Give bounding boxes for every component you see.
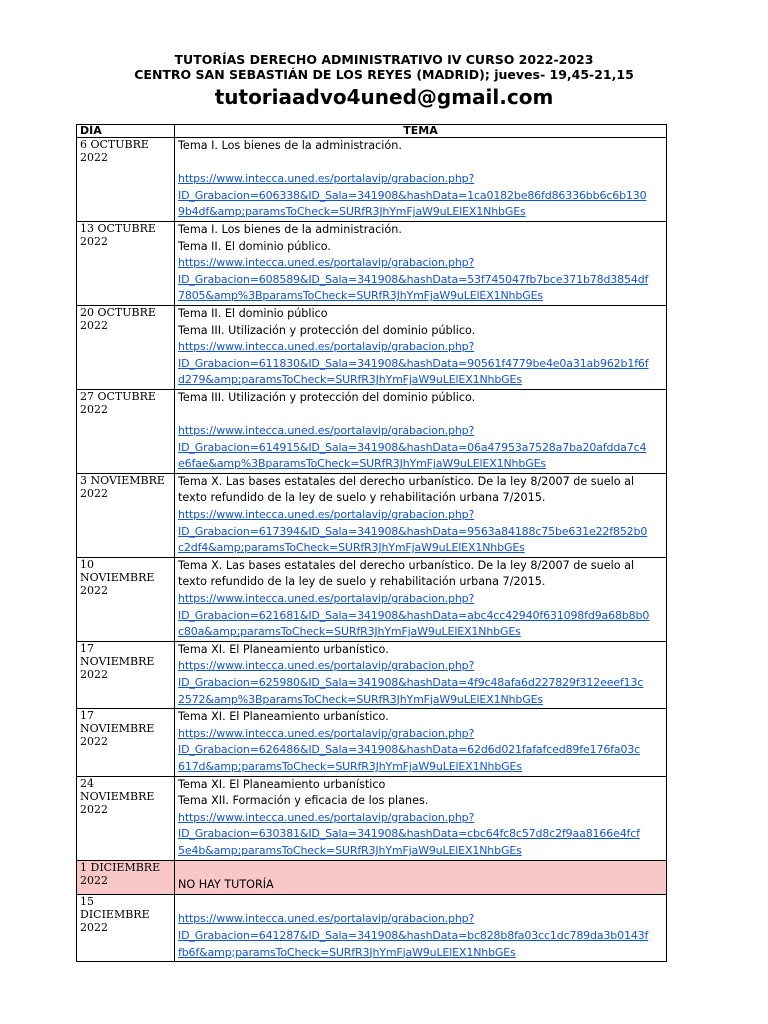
day-cell	[77, 305, 175, 389]
day-cell	[77, 389, 175, 473]
day-cell	[77, 860, 175, 894]
day-text: 2022	[80, 735, 108, 749]
tema-cell	[175, 305, 667, 389]
tema-cell	[175, 776, 667, 860]
tema-text: Tema XI. El Planeamiento urbanístico	[178, 777, 386, 791]
day-text: 2022	[80, 318, 108, 332]
table-body	[77, 138, 667, 962]
tema-cell	[175, 389, 667, 473]
day-text: 2022	[80, 402, 108, 416]
tema-cell	[175, 557, 667, 641]
table-row	[77, 894, 667, 961]
tema-text: Tema X. Las bases estatales del derecho urbanístico. De la ley 8/2007 de suelo al	[178, 558, 635, 572]
tema-text: Tema I. Los bienes de la administración.	[178, 139, 402, 152]
day-text: 27 OCTUBRE	[80, 389, 156, 403]
tema-text: Tema XI. El Planeamiento urbanístico.	[178, 710, 389, 724]
day-text: NOVIEMBRE	[80, 789, 155, 803]
day-text: 10	[80, 557, 94, 571]
day-text: 2022	[80, 583, 108, 597]
schedule-table	[76, 124, 667, 962]
day-text: 2022	[80, 486, 108, 500]
day-text: 2022	[80, 802, 108, 816]
tema-text: texto refundido de la ley de suelo y rehabilitación urbana 7/2015.	[178, 491, 546, 505]
tema-cell	[175, 473, 667, 557]
recording-link[interactable]: ID_Grabacion=606338&ID_Sala=341908&hashData=1ca0182be86fd86336bb6c6b130	[178, 188, 647, 202]
recording-link[interactable]: ID_Grabacion=641287&ID_Sala=341908&hashData=bc828b8fa03cc1dc789da3b0143f	[178, 928, 649, 942]
column-header-tema: TEMA	[175, 125, 667, 138]
tema-text: Tema I. Los bienes de la administración.	[178, 222, 402, 236]
tema-text: Tema X. Las bases estatales del derecho urbanístico. De la ley 8/2007 de suelo al	[178, 474, 635, 488]
day-text: 15	[80, 894, 94, 908]
recording-link[interactable]: https://www.intecca.uned.es/portalavip/grabacion.php?	[178, 592, 475, 606]
recording-link[interactable]: e6fae&amp%3BparamsToCheck=SURfR3JhYmFjaW9uLElEX1NhbGEs	[178, 457, 546, 471]
recording-link[interactable]: https://www.intecca.uned.es/portalavip/grabacion.php?	[178, 424, 475, 438]
recording-link[interactable]: 2572&amp%3BparamsToCheck=SURfR3JhYmFjaW9uLElEX1NhbGEs	[178, 692, 543, 706]
title-line-1: TUTORÍAS DERECHO ADMINISTRATIVO IV CURSO 2022-2023	[174, 52, 594, 67]
tema-cell	[175, 641, 667, 708]
spacer	[178, 895, 663, 912]
recording-link[interactable]: https://www.intecca.uned.es/portalavip/grabacion.php?	[178, 659, 475, 673]
recording-link[interactable]: ID_Grabacion=626486&ID_Sala=341908&hashData=62d6d021fafafced89fe176fa03c	[178, 743, 641, 757]
tema-text: Tema XII. Formación y eficacia de los planes.	[178, 794, 429, 808]
spacer	[178, 155, 663, 172]
day-text: 13 OCTUBRE	[80, 221, 156, 235]
recording-link[interactable]: https://www.intecca.uned.es/portalavip/grabacion.php?	[178, 172, 475, 186]
table-row	[77, 557, 667, 641]
recording-link[interactable]: fb6f&amp;paramsToCheck=SURfR3JhYmFjaW9uLElEX1NhbGEs	[178, 945, 516, 959]
recording-link[interactable]: 617d&amp;paramsToCheck=SURfR3JhYmFjaW9uLElEX1NhbGEs	[178, 759, 522, 773]
recording-link[interactable]: https://www.intecca.uned.es/portalavip/grabacion.php?	[178, 256, 475, 270]
recording-link[interactable]: c2df4&amp;paramsToCheck=SURfR3JhYmFjaW9uLElEX1NhbGEs	[178, 541, 525, 555]
table-row	[77, 709, 667, 776]
day-text: NOVIEMBRE	[80, 654, 155, 668]
recording-link[interactable]: ID_Grabacion=621681&ID_Sala=341908&hashData=abc4cc42940f631098fd9a68b8b0	[178, 608, 650, 622]
table-row	[77, 860, 667, 894]
tema-cell	[175, 894, 667, 961]
recording-link[interactable]: d279&amp;paramsToCheck=SURfR3JhYmFjaW9uLElEX1NhbGEs	[178, 373, 522, 387]
day-text: 20 OCTUBRE	[80, 305, 156, 319]
day-cell	[77, 641, 175, 708]
day-text: NOVIEMBRE	[80, 722, 155, 736]
day-text: 1 DICIEMBRE	[80, 860, 161, 874]
recording-link[interactable]: https://www.intecca.uned.es/portalavip/grabacion.php?	[178, 912, 475, 926]
day-text: 6 OCTUBRE	[80, 138, 149, 151]
day-cell	[77, 894, 175, 961]
day-text: 3 NOVIEMBRE	[80, 473, 165, 487]
spacer	[178, 407, 663, 424]
tema-cell	[175, 709, 667, 776]
table-row	[77, 138, 667, 222]
day-text: 17	[80, 641, 94, 655]
recording-link[interactable]: 7805&amp%3BparamsToCheck=SURfR3JhYmFjaW9uLElEX1NhbGEs	[178, 289, 543, 303]
day-cell	[77, 709, 175, 776]
recording-link[interactable]: https://www.intecca.uned.es/portalavip/grabacion.php?	[178, 340, 475, 354]
recording-link[interactable]: https://www.intecca.uned.es/portalavip/grabacion.php?	[178, 810, 475, 824]
day-cell	[77, 221, 175, 305]
day-text: 2022	[80, 151, 108, 164]
table-header-row	[77, 125, 667, 138]
day-cell	[77, 557, 175, 641]
tema-text: texto refundido de la ley de suelo y rehabilitación urbana 7/2015.	[178, 575, 546, 589]
day-text: 2022	[80, 667, 108, 681]
recording-link[interactable]: ID_Grabacion=614915&ID_Sala=341908&hashData=06a47953a7528a7ba20afdda7c4	[178, 440, 647, 454]
tema-text: Tema II. El dominio público	[178, 306, 328, 320]
contact-email: tutoriaadvo4uned@gmail.com	[214, 85, 554, 109]
tema-cell	[175, 860, 667, 894]
table-row	[77, 221, 667, 305]
recording-link[interactable]: ID_Grabacion=625980&ID_Sala=341908&hashData=4f9c48afa6d227829f312eeef13c	[178, 676, 644, 689]
recording-link[interactable]: https://www.intecca.uned.es/portalavip/grabacion.php?	[178, 726, 475, 740]
day-text: 2022	[80, 873, 108, 887]
table-row	[77, 305, 667, 389]
document-header	[0, 52, 768, 110]
tema-text: NO HAY TUTORÍA	[178, 878, 274, 892]
table-row	[77, 776, 667, 860]
recording-link[interactable]: ID_Grabacion=608589&ID_Sala=341908&hashData=53f745047fb7bce371b78d3854df	[178, 272, 649, 286]
day-cell	[77, 138, 175, 222]
spacer	[178, 861, 663, 878]
day-text: 2022	[80, 234, 108, 248]
day-text: NOVIEMBRE	[80, 570, 155, 584]
recording-link[interactable]: ID_Grabacion=630381&ID_Sala=341908&hashData=cbc64fc8c57d8c2f9aa8166e4fcf	[178, 827, 640, 841]
table-row	[77, 473, 667, 557]
title-line-2: CENTRO SAN SEBASTIÁN DE LOS REYES (MADRID); jueves- 19,45-21,15	[134, 67, 634, 82]
tema-text: Tema II. El dominio público.	[178, 239, 331, 253]
table-row	[77, 641, 667, 708]
day-text: 24	[80, 776, 94, 790]
tema-text: Tema III. Utilización y protección del dominio público.	[178, 323, 476, 337]
recording-link[interactable]: ID_Grabacion=617394&ID_Sala=341908&hashData=9563a84188c75be631e22f852b0	[178, 524, 648, 538]
day-text: DICIEMBRE	[80, 907, 150, 921]
recording-link[interactable]: 5e4b&amp;paramsToCheck=SURfR3JhYmFjaW9uLElEX1NhbGEs	[178, 843, 522, 857]
tema-cell	[175, 221, 667, 305]
recording-link[interactable]: ID_Grabacion=611830&ID_Sala=341908&hashData=90561f4779be4e0a31ab962b1f6f	[178, 356, 649, 370]
tema-text: Tema XI. El Planeamiento urbanístico.	[178, 642, 389, 656]
tema-cell	[175, 138, 667, 222]
day-text: 17	[80, 709, 94, 723]
recording-link[interactable]: https://www.intecca.uned.es/portalavip/grabacion.php?	[178, 508, 475, 522]
table-row	[77, 389, 667, 473]
column-header-dia: DÍA	[77, 125, 175, 138]
tema-text: Tema III. Utilización y protección del dominio público.	[178, 390, 476, 404]
recording-link[interactable]: c80a&amp;paramsToCheck=SURfR3JhYmFjaW9uLElEX1NhbGEs	[178, 625, 521, 639]
day-cell	[77, 776, 175, 860]
recording-link[interactable]: 9b4df&amp;paramsToCheck=SURfR3JhYmFjaW9uLElEX1NhbGEs	[178, 205, 526, 219]
day-cell	[77, 473, 175, 557]
day-text: 2022	[80, 920, 108, 934]
